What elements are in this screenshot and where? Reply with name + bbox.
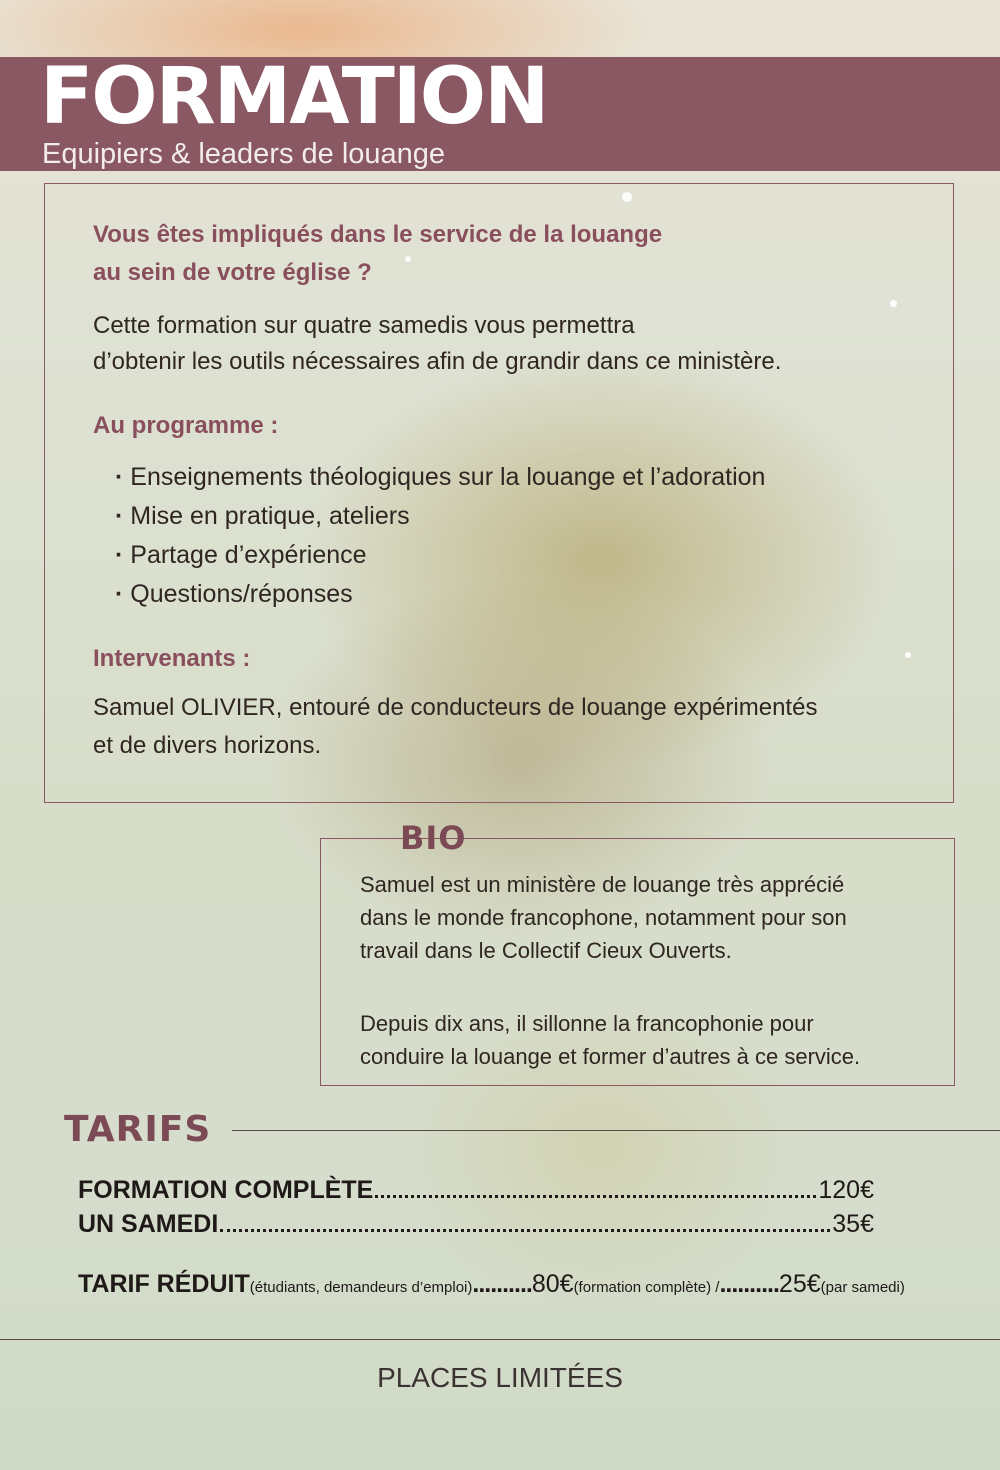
bio-line: dans le monde francophone, notamment pour son xyxy=(360,905,847,930)
intro-question-line2: au sein de votre église ? xyxy=(93,259,372,286)
bio-line: conduire la louange et former d’autres à ce service. xyxy=(360,1044,861,1069)
page-subtitle: Equipiers & leaders de louange xyxy=(42,138,446,170)
footer-divider xyxy=(0,1339,1000,1340)
dot-leader: .......... xyxy=(472,1270,532,1298)
intervenants-line1: Samuel OLIVIER, entouré de conducteurs de louange expérimentés xyxy=(93,694,818,721)
price-label: UN SAMEDI xyxy=(78,1210,219,1238)
price-row xyxy=(78,1173,874,1207)
info-box xyxy=(44,183,954,803)
price-amount: 120€ xyxy=(818,1176,874,1204)
places-limitees-notice: PLACES LIMITÉES xyxy=(377,1362,623,1393)
bio-line: Samuel est un ministère de louange très apprécié xyxy=(360,872,845,897)
reduced-label: TARIF RÉDUIT xyxy=(78,1270,250,1298)
dot-leader xyxy=(220,1229,830,1232)
intervenants-line2: et de divers horizons. xyxy=(93,732,322,759)
bio-line: travail dans le Collectif Cieux Ouverts. xyxy=(360,938,732,963)
tarifs-title: TARIFS xyxy=(64,1109,212,1150)
programme-item: · Partage d’expérience xyxy=(115,536,765,575)
programme-list xyxy=(115,458,765,614)
programme-item: · Mise en pratique, ateliers xyxy=(115,497,765,536)
programme-heading: Au programme : xyxy=(93,412,279,439)
programme-item: · Enseignements théologiques sur la louange et l’adoration xyxy=(115,458,765,497)
page-title: FORMATION xyxy=(40,52,548,142)
reduced-condition: (étudiants, demandeurs d’emploi) xyxy=(249,1279,473,1296)
reduced-price-row xyxy=(78,1264,905,1308)
intervenants-heading: Intervenants : xyxy=(93,645,251,672)
intro-description-line2: d’obtenir les outils nécessaires afin de grandir dans ce ministère. xyxy=(93,348,782,375)
dot-leader: .......... xyxy=(719,1270,779,1298)
reduced-price-day: 25€ xyxy=(778,1270,821,1298)
bio-line: Depuis dix ans, il sillonne la francophonie pour xyxy=(360,1011,814,1036)
tarifs-divider xyxy=(232,1130,1000,1131)
intro-description-line1: Cette formation sur quatre samedis vous permettra xyxy=(93,312,635,339)
reduced-price-full: 80€ xyxy=(531,1270,574,1298)
price-label: FORMATION COMPLÈTE xyxy=(78,1176,374,1204)
intro-question-line1: Vous êtes impliqués dans le service de la louange xyxy=(93,221,663,248)
bio-title: BIO xyxy=(400,819,467,857)
price-amount: 35€ xyxy=(832,1210,874,1238)
programme-item: · Questions/réponses xyxy=(115,575,765,614)
dot-leader xyxy=(375,1195,816,1198)
reduced-price-day-note: (par samedi) xyxy=(820,1279,905,1296)
reduced-price-full-note: (formation complète) / xyxy=(573,1279,720,1296)
price-row xyxy=(78,1207,874,1241)
